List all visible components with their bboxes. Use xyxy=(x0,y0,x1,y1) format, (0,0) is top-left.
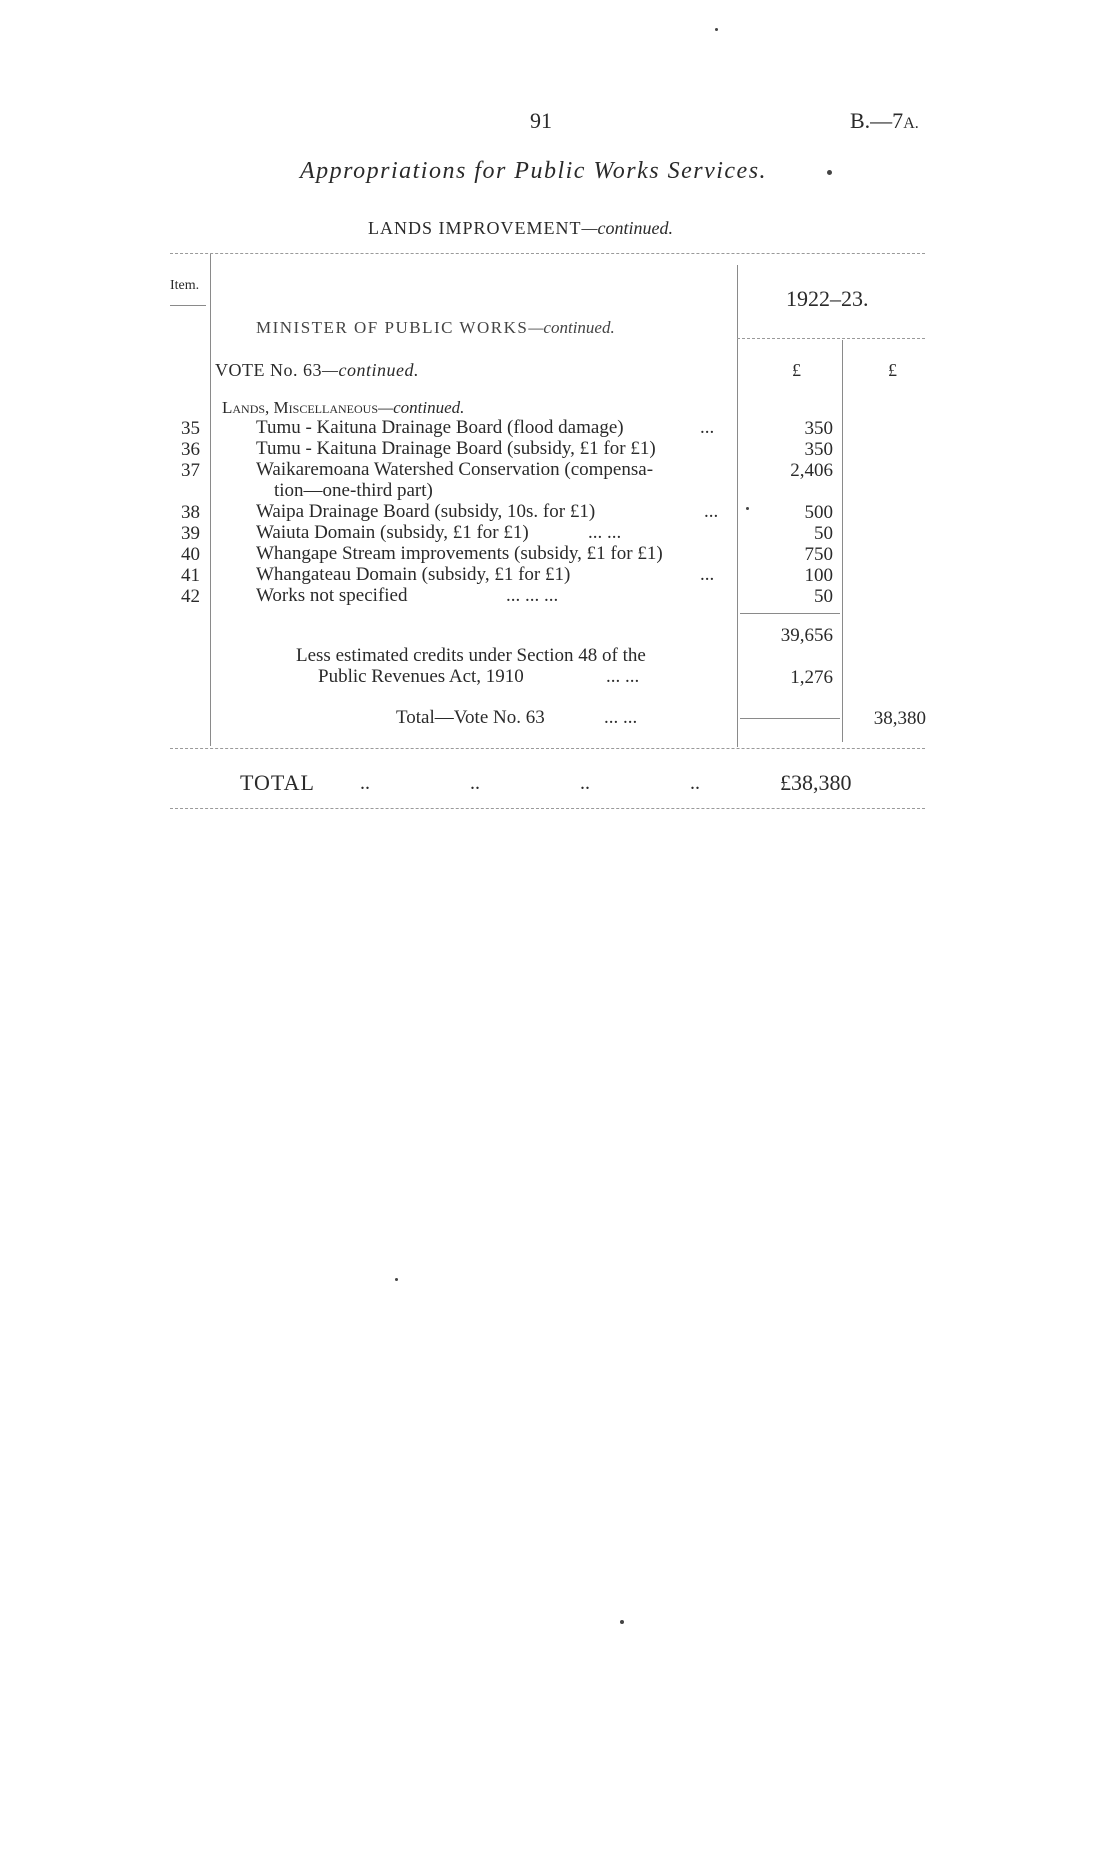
item-description: Waiuta Domain (subsidy, £1 for £1) xyxy=(256,522,529,543)
item-amount: 350 xyxy=(804,418,833,439)
item-number: 35 xyxy=(181,418,200,439)
total-vote-label xyxy=(396,708,545,728)
document-reference xyxy=(850,108,919,134)
less-credits-line1: Less estimated credits under Section 48 of the xyxy=(296,645,646,666)
table-top-rule xyxy=(170,253,925,254)
item-description: Tumu - Kaituna Drainage Board (subsidy, £1 for £1) xyxy=(256,438,656,459)
item-number: 36 xyxy=(181,439,200,460)
total-vote-text: Total—Vote No. 63 xyxy=(396,707,545,728)
item-amount: 350 xyxy=(804,439,833,460)
item-description: Waipa Drainage Board (subsidy, 10s. for £1) xyxy=(256,501,596,522)
grand-total-amount: £38,380 xyxy=(780,770,852,795)
item-column-header: Item. xyxy=(170,278,200,293)
leader-dots: ... ... ... xyxy=(506,585,559,606)
item-column-rule xyxy=(210,254,211,746)
page-title: Appropriations for Public Works Services. xyxy=(300,158,768,184)
vote-heading xyxy=(215,360,419,381)
item-number: 37 xyxy=(181,460,200,481)
item-description-continued: tion—one-third part) xyxy=(274,480,433,501)
leader-dots: ... xyxy=(700,417,715,438)
table-bottom-rule xyxy=(170,748,925,749)
ministry-heading-continued: —continued. xyxy=(528,318,615,337)
leader-dots: ... ... xyxy=(606,666,640,687)
subtotal-amount: 39,656 xyxy=(780,625,833,646)
item-amount: 2,406 xyxy=(790,460,833,481)
scan-speck xyxy=(746,507,749,510)
vote-heading-continued: —continued. xyxy=(322,360,419,380)
item-description: Tumu - Kaituna Drainage Board (flood damage) xyxy=(256,417,624,438)
total-vote-amount: 38,380 xyxy=(873,708,926,729)
subhead-heading-continued: —continued. xyxy=(378,398,465,417)
item-description: Waikaremoana Watershed Conservation (compensa- xyxy=(256,459,654,480)
section-heading-text: LANDS IMPROVEMENT xyxy=(368,218,582,238)
ministry-heading-text: MINISTER OF PUBLIC WORKS xyxy=(256,318,529,337)
ministry-heading xyxy=(256,318,615,338)
leader-dots: ... ... xyxy=(604,707,638,728)
item-number: 40 xyxy=(181,544,200,565)
pound-symbol-col2: £ xyxy=(888,360,897,380)
total-vote-rule xyxy=(740,718,840,719)
document-reference-prefix: B.—7 xyxy=(850,108,904,133)
less-credits-amount: 1,276 xyxy=(790,667,833,688)
item-amount: 50 xyxy=(814,523,833,544)
scan-speck xyxy=(620,1620,624,1624)
grand-total-rule xyxy=(170,808,925,809)
grand-total-label: TOTAL xyxy=(240,770,315,795)
item-amount: 100 xyxy=(804,565,833,586)
item-number: 41 xyxy=(181,565,200,586)
leader-dots: ... xyxy=(704,501,719,522)
scan-speck xyxy=(827,170,832,175)
year-header-rule xyxy=(737,338,925,339)
section-heading-continued: —continued. xyxy=(581,218,674,238)
item-number: 42 xyxy=(181,586,200,607)
pound-symbol-col1: £ xyxy=(792,360,801,380)
vote-heading-text: VOTE No. 63 xyxy=(215,360,322,380)
section-heading xyxy=(368,218,673,239)
item-amount: 500 xyxy=(804,502,833,523)
item-amount: 750 xyxy=(804,544,833,565)
scan-speck xyxy=(395,1278,398,1281)
item-amount: 50 xyxy=(814,586,833,607)
item-description: Whangape Stream improvements (subsidy, £1 for £1) xyxy=(256,543,663,564)
item-number: 39 xyxy=(181,523,200,544)
subhead-heading xyxy=(222,398,464,418)
item-header-rule xyxy=(170,305,206,306)
year-column-header: 1922–23. xyxy=(786,286,869,311)
subhead-heading-text: Lands, Miscellaneous xyxy=(222,398,379,417)
document-reference-suffix: A. xyxy=(903,115,919,132)
item-number: 38 xyxy=(181,502,200,523)
page-number: 91 xyxy=(530,108,552,133)
item-description: Whangateau Domain (subsidy, £1 for £1) xyxy=(256,564,571,585)
scan-speck xyxy=(715,28,718,31)
leader-dots: ... ... xyxy=(588,522,622,543)
item-description: Works not specified xyxy=(256,585,408,606)
amount-column-rule xyxy=(842,340,843,742)
subtotal-rule xyxy=(740,613,840,614)
less-credits-line2: Public Revenues Act, 1910 xyxy=(318,666,524,687)
leader-dots: ... xyxy=(700,564,715,585)
grand-total-leaders: .. .. .. .. xyxy=(360,772,700,794)
